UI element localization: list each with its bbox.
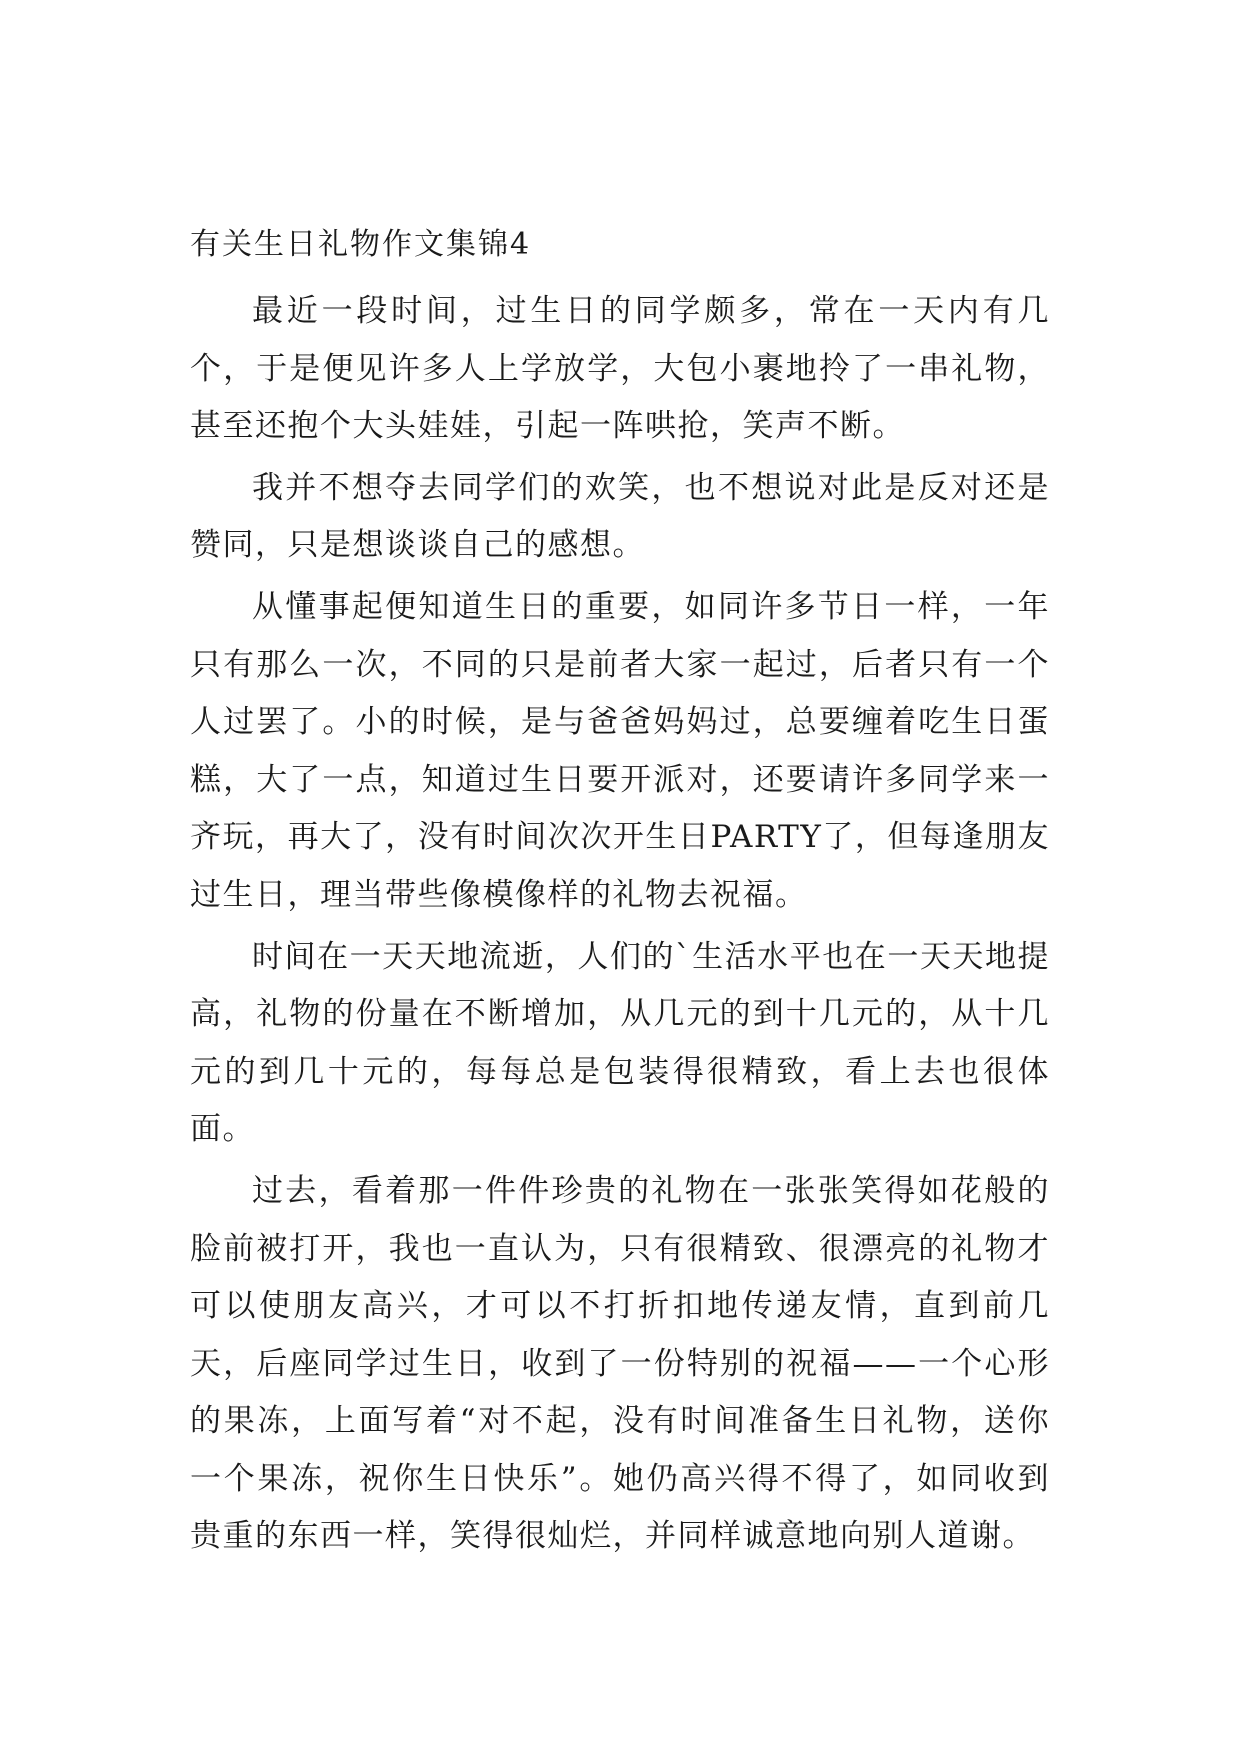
paragraph-3: 从懂事起便知道生日的重要，如同许多节日一样，一年只有那么一次，不同的只是前者大家一起过，后者只有一个人过罢了。小的时候，是与爸爸妈妈过，总要缠着吃生日蛋糕，大了一点，知道过生日要开派对，还要请许多同学来一齐玩，再大了，没有时间次次开生日PARTY了，但每逢朋友过生日，理当带些像模像样的礼物去祝福。 [190, 588, 1050, 913]
document-title: 有关生日礼物作文集锦4 [190, 227, 532, 262]
document-page [190, 225, 1050, 1570]
paragraph-5: 过去，看着那一件件珍贵的礼物在一张张笑得如花般的脸前被打开，我也一直认为，只有很精致、很漂亮的礼物才可以使朋友高兴，才可以不打折扣地传递友情，直到前几天，后座同学过生日，收到了一份特别的祝福——一个心形的果冻，上面写着“对不起，没有时间准备生日礼物，送你一个果冻，祝你生日快乐”。她仍高兴得不得了，如同收到贵重的东西一样，笑得很灿烂，并同样诚意地向别人道谢。 [190, 1172, 1050, 1555]
paragraph-4: 时间在一天天地流逝，人们的`生活水平也在一天天地提高，礼物的份量在不断增加，从几元的到十几元的，从十几元的到几十元的，每每总是包装得很精致，看上去也很体面。 [190, 938, 1050, 1148]
paragraph-1: 最近一段时间，过生日的同学颇多，常在一天内有几个，于是便见许多人上学放学，大包小裹地拎了一串礼物，甚至还抱个大头娃娃，引起一阵哄抢，笑声不断。 [190, 293, 1050, 445]
paragraph-2: 我并不想夺去同学们的欢笑，也不想说对此是反对还是赞同，只是想谈谈自己的感想。 [190, 469, 1050, 564]
